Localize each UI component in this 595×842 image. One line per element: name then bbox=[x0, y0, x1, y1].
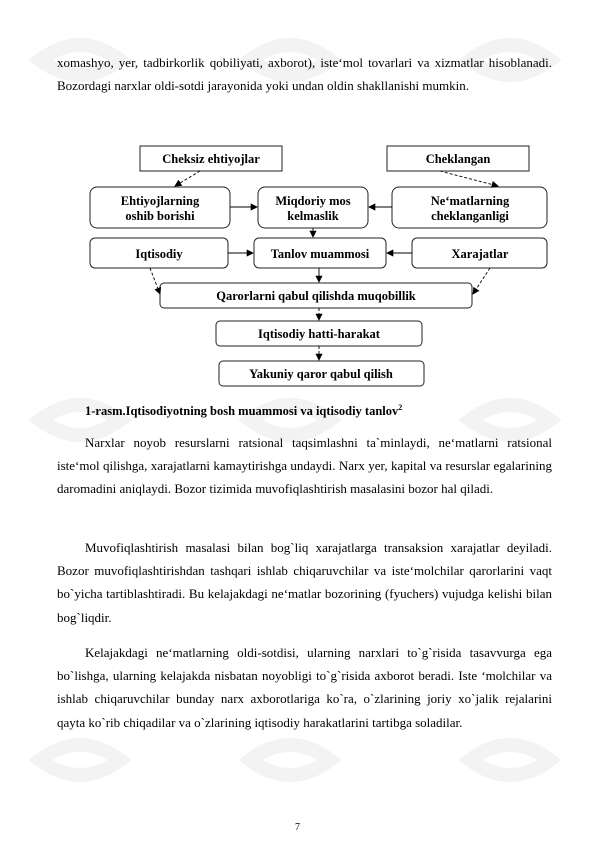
label-needs-growth-2: oshib borishi bbox=[125, 209, 195, 223]
label-economic-action: Iqtisodiy hatti-harakat bbox=[258, 327, 380, 341]
paragraph-prices: Narxlar noyob resurslarni ratsional taqsimlashni ta`minlaydi, ne‘matlarni ratsional iste‘mol qilishga, xarajatlarni kamaytirishga undaydi. Narx yer, kapital va resurslar egalarining daromadini aniqlaydi. Bozor tizimida muvofiqlashtirish masalasini bozor hal qiladi. bbox=[57, 435, 552, 497]
arrow-limited-to-goods bbox=[440, 171, 498, 186]
figure-caption bbox=[85, 403, 402, 419]
economic-choice-diagram bbox=[80, 140, 555, 392]
label-costs: Xarajatlar bbox=[451, 247, 509, 261]
paragraph-coordination: Muvofiqlashtirish masalasi bilan bog`liq xarajatlarga transaksion xarajatlar deyiladi. Bozor muvofiqlashtirishdan tashqari ishlab chiqaruvchilar va iste‘molchilar qarorlarini vaqt bo`yicha tartiblashtiradi. Bu kelajakdagi ne‘matlar bozorining (fyuchers) vujudga kelishi bilan bog`liqdir. bbox=[57, 540, 552, 625]
label-unlimited-needs: Cheksiz ehtiyojlar bbox=[162, 152, 260, 166]
paragraph-future-goods: Kelajakdagi ne‘matlarning oldi-sotdisi, ularning narxlari to`g`risida tasavvurga ega bo`lishga, ularning kelajakda nisbatan noyobligi to`g`risida axborot beradi. Iste ‘molchilar va ishlab chiqaruvchilar bunday narx axborotlariga ko`ra, o`zlarining joriy xo`jalik rejalarini qayta ko`rib chiqadilar va o`zlarining iqtisodiy harakatlarini tartibga soladilar. bbox=[57, 645, 552, 730]
label-mismatch-2: kelmaslik bbox=[287, 209, 339, 223]
arrow-costs-to-alternatives bbox=[473, 268, 490, 294]
label-limited: Cheklangan bbox=[425, 152, 491, 166]
label-limited-goods-2: cheklanganligi bbox=[431, 209, 509, 223]
label-limited-goods-1: Ne‘matlarning bbox=[430, 194, 510, 208]
paragraph-intro: xomashyo, yer, tadbirkorlik qobiliyati, axborot), iste‘mol tovarlari va xizmatlar hisoblanadi. Bozordagi narxlar oldi-sotdi jarayonida yoki undan oldin shakllanishi mumkin. bbox=[57, 55, 552, 94]
label-needs-growth-1: Ehtiyojlarning bbox=[120, 194, 200, 208]
arrow-economic-to-alternatives bbox=[150, 268, 160, 294]
label-mismatch-1: Miqdoriy mos bbox=[275, 194, 351, 208]
caption-text: 1-rasm.Iqtisodiyotning bosh muammosi va iqtisodiy tanlov bbox=[85, 404, 399, 419]
page-number: 7 bbox=[295, 822, 300, 833]
arrow-unlimited-to-growth bbox=[175, 171, 200, 186]
label-choice-problem: Tanlov muammosi bbox=[270, 247, 370, 261]
label-final-decision: Yakuniy qaror qabul qilish bbox=[249, 367, 393, 381]
label-economic: Iqtisodiy bbox=[135, 247, 183, 261]
caption-footnote: 2 bbox=[398, 403, 403, 412]
label-decision-alternatives: Qarorlarni qabul qilishda muqobillik bbox=[216, 289, 416, 303]
